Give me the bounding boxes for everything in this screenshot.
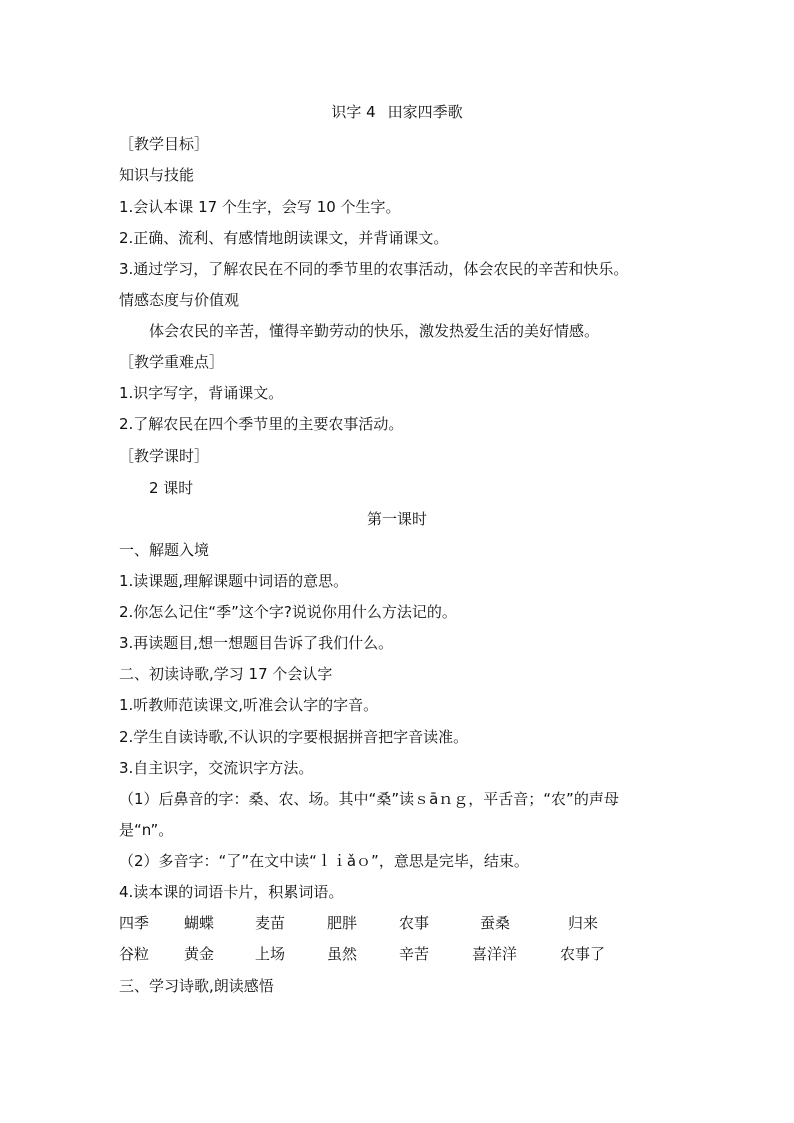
goal-2: 2.正确、流利、有感情地朗读课文，并背诵课文。 bbox=[119, 229, 449, 247]
part-2-item-3a-line-1: （1）后鼻音的字：桑、农、场。其中“桑”读ｓāｎｇ，平舌音；“农”的声母 bbox=[119, 790, 619, 808]
vocab-word: 蝴蝶 bbox=[184, 914, 215, 932]
part-1-item-3: 3.再读题目,想一想题目告诉了我们什么。 bbox=[119, 634, 394, 652]
vocab-word: 麦苗 bbox=[255, 914, 286, 932]
vocab-word: 虽然 bbox=[327, 945, 358, 963]
vocab-word: 黄金 bbox=[184, 945, 215, 963]
part-2-item-3b: （2）多音字：“了”在文中读“ｌｉǎｏ”，意思是完毕，结束。 bbox=[119, 852, 529, 870]
vocab-word: 上场 bbox=[255, 945, 286, 963]
key-points-header: ［教学重难点］ bbox=[119, 353, 225, 371]
vocab-word: 肥胖 bbox=[327, 914, 358, 932]
part-3-header: 三、学习诗歌,朗读感悟 bbox=[119, 977, 274, 995]
part-2-item-2: 2.学生自读诗歌,不认识的字要根据拼音把字音读准。 bbox=[119, 728, 469, 746]
part-2-item-3: 3.自主识字，交流识字方法。 bbox=[119, 759, 314, 777]
part-2-item-4: 4.读本课的词语卡片，积累词语。 bbox=[119, 883, 344, 901]
vocab-word: 农事 bbox=[399, 914, 430, 932]
vocab-word: 蚕桑 bbox=[480, 914, 511, 932]
part-2-header: 二、初读诗歌,学习 17 个会认字 bbox=[119, 665, 333, 683]
goals-header: ［教学目标］ bbox=[119, 135, 210, 153]
title-lesson-number: 识字 4 bbox=[331, 103, 376, 121]
goal-1: 1.会认本课 17 个生字，会写 10 个生字。 bbox=[119, 198, 401, 216]
part-1-item-1: 1.读课题,理解课题中词语的意思。 bbox=[119, 572, 349, 590]
key-point-2: 2.了解农民在四个季节里的主要农事活动。 bbox=[119, 415, 404, 433]
document-title bbox=[0, 102, 794, 122]
part-2-item-1: 1.听教师范读课文,听准会认字的字音。 bbox=[119, 696, 379, 714]
part-1-header: 一、解题入境 bbox=[119, 541, 210, 559]
goal-3: 3.通过学习，了解农民在不同的季节里的农事活动，体会农民的辛苦和快乐。 bbox=[119, 260, 629, 278]
hours-text: 2 课时 bbox=[149, 479, 194, 497]
vocab-word: 喜洋洋 bbox=[472, 945, 518, 963]
knowledge-header: 知识与技能 bbox=[119, 166, 195, 184]
emotion-header: 情感态度与价值观 bbox=[119, 291, 240, 309]
key-point-1: 1.识字写字，背诵课文。 bbox=[119, 384, 284, 402]
vocab-word: 归来 bbox=[568, 914, 599, 932]
part-1-item-2: 2.你怎么记住“季”这个字?说说你用什么方法记的。 bbox=[119, 603, 457, 621]
vocab-word: 谷粒 bbox=[119, 945, 150, 963]
emotion-text: 体会农民的辛苦，懂得辛勤劳动的快乐，激发热爱生活的美好情感。 bbox=[149, 322, 600, 340]
title-lesson-name: 田家四季歌 bbox=[387, 103, 463, 121]
lesson-1-title: 第一课时 bbox=[366, 510, 427, 528]
vocab-word: 农事了 bbox=[560, 945, 606, 963]
part-2-item-3a-line-2: 是“n”。 bbox=[119, 821, 174, 839]
vocab-word: 四季 bbox=[119, 914, 150, 932]
vocab-word: 辛苦 bbox=[399, 945, 430, 963]
hours-header: ［教学课时］ bbox=[119, 447, 210, 465]
